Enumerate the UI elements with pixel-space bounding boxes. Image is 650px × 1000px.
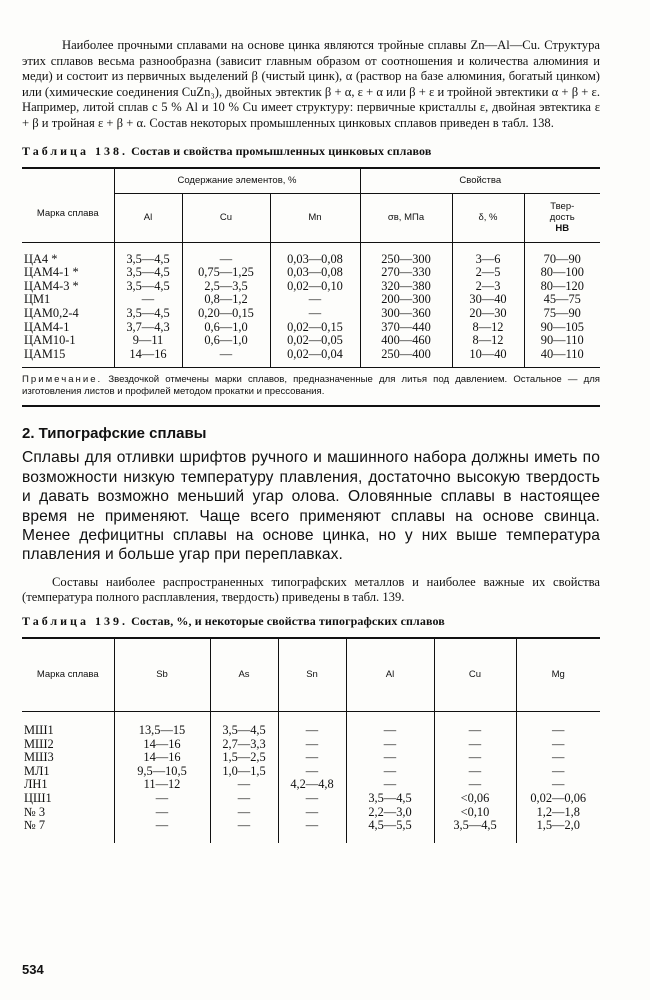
table139-col-cu: Cu: [434, 638, 516, 712]
t139-row: [22, 724, 600, 738]
t139-cell-as: —: [210, 819, 278, 833]
t138-cell-cu: 0,8—1,2: [182, 293, 270, 307]
t139-cell-mg: —: [516, 738, 600, 752]
t138-cell-hb: 70—90: [524, 253, 600, 267]
t139-row: [22, 765, 600, 779]
t138-row: [22, 334, 600, 348]
t138-cell-delta: 8—12: [452, 321, 524, 335]
t139-cell-sb: 14—16: [114, 738, 210, 752]
table-138: [22, 167, 600, 369]
t138-cell-al: 9—11: [114, 334, 182, 348]
table138-col-cu: Cu: [182, 193, 270, 242]
t138-cell-sigma: 370—440: [360, 321, 452, 335]
t138-row: [22, 266, 600, 280]
t138-row: [22, 293, 600, 307]
table138-caption-text: Состав и свойства промышленных цинковых сплавов: [131, 143, 432, 158]
t139-cell-sb: 11—12: [114, 778, 210, 792]
table139-col-mg: Mg: [516, 638, 600, 712]
intro-paragraph: Наиболее прочными сплавами на основе цинка являются тройные сплавы Zn—Al—Cu. Структура этих сплавов весьма разнообразна (зависит главным образом от соотношения и количества алюминия и меди) и состоит из первичных выделений β (чистый цинк), α (раствор на базе алюминия, богатый цинком) или (химические соединения CuZn₃), двойных эвтектик β + α, ε + α или β + ε и тройной эвтектики α + β + ε. Например, литой сплав с 5 % Al и 10 % Cu имеет структуру: первичные кристаллы ε, двойная эвтектика ε + β и тройная ε + β + α. Состав некоторых промышленных цинковых сплавов приведен в табл. 138.: [22, 38, 600, 130]
t139-cell-as: —: [210, 806, 278, 820]
t139-cell-mg: —: [516, 724, 600, 738]
t139-cell-al: 3,5—4,5: [346, 792, 434, 806]
t139-cell-grade: ЦШ1: [24, 790, 52, 805]
t139-cell-sn: —: [278, 751, 346, 765]
t139-row: [22, 819, 600, 833]
table138-col-hard1: Твер-: [550, 201, 575, 213]
t138-cell-delta: 20—30: [452, 307, 524, 321]
t138-cell-delta: 30—40: [452, 293, 524, 307]
t139-cell-mg: 1,2—1,8: [516, 806, 600, 820]
t139-cell-mg: —: [516, 778, 600, 792]
t138-cell-cu: 0,6—1,0: [182, 334, 270, 348]
t138-cell-mn: 0,02—0,04: [270, 348, 360, 362]
t139-cell-al: —: [346, 751, 434, 765]
t138-row: [22, 253, 600, 267]
t138-cell-hb: 90—105: [524, 321, 600, 335]
t138-cell-mn: 0,02—0,10: [270, 280, 360, 294]
table139-caption: [22, 614, 600, 629]
table-139: [22, 637, 600, 843]
t139-cell-cu: —: [434, 751, 516, 765]
table138-col-hard3: НВ: [555, 223, 570, 235]
t138-cell-mn: 0,02—0,05: [270, 334, 360, 348]
t138-cell-al: 3,5—4,5: [114, 266, 182, 280]
page: [22, 38, 600, 843]
t139-cell-as: 2,7—3,3: [210, 738, 278, 752]
t138-cell-al: 14—16: [114, 348, 182, 362]
t138-cell-sigma: 200—300: [360, 293, 452, 307]
t138-cell-al: 3,5—4,5: [114, 280, 182, 294]
t138-cell-delta: 10—40: [452, 348, 524, 362]
t138-cell-sigma: 250—300: [360, 253, 452, 267]
section-heading: 2. Типографские сплавы: [22, 425, 207, 443]
table138-col-sigma: σв, МПа: [360, 193, 452, 242]
t138-cell-al: 3,5—4,5: [114, 307, 182, 321]
t139-cell-grade: МШ1: [24, 722, 54, 737]
t139-cell-grade: МЛ1: [24, 763, 50, 778]
table138-col-al: Al: [114, 193, 182, 242]
t138-cell-cu: —: [182, 348, 270, 362]
t139-cell-cu: 3,5—4,5: [434, 819, 516, 833]
t139-cell-cu: <0,10: [434, 806, 516, 820]
t139-cell-al: —: [346, 738, 434, 752]
t139-cell-sn: —: [278, 738, 346, 752]
table138-header-props: Свойства: [360, 168, 600, 194]
t138-cell-mn: 0,02—0,15: [270, 321, 360, 335]
table139-col-al: Al: [346, 638, 434, 712]
t138-cell-cu: 2,5—3,5: [182, 280, 270, 294]
t139-cell-al: —: [346, 778, 434, 792]
t138-cell-sigma: 320—380: [360, 280, 452, 294]
t139-cell-as: 1,0—1,5: [210, 765, 278, 779]
t139-cell-sn: 4,2—4,8: [278, 778, 346, 792]
t138-cell-grade: ЦАМ10-1: [24, 333, 76, 348]
t138-row: [22, 321, 600, 335]
table138-col-delta: δ, %: [452, 193, 524, 242]
t139-cell-cu: <0,06: [434, 792, 516, 806]
t138-cell-hb: 80—100: [524, 266, 600, 280]
t138-cell-hb: 75—90: [524, 307, 600, 321]
t138-cell-mn: —: [270, 293, 360, 307]
t139-cell-as: 3,5—4,5: [210, 724, 278, 738]
t138-cell-hb: 90—110: [524, 334, 600, 348]
table138-col-mn: Mn: [270, 193, 360, 242]
t139-cell-mg: 1,5—2,0: [516, 819, 600, 833]
t138-cell-al: 3,5—4,5: [114, 253, 182, 267]
t139-cell-al: —: [346, 765, 434, 779]
t139-cell-grade: № 3: [24, 804, 46, 819]
t139-cell-sb: —: [114, 806, 210, 820]
t138-cell-delta: 2—3: [452, 280, 524, 294]
table138-header-grade: Марка сплава: [36, 208, 99, 220]
t138-cell-cu: 0,6—1,0: [182, 321, 270, 335]
t139-cell-grade: МШ3: [24, 750, 54, 765]
t138-cell-cu: —: [182, 253, 270, 267]
t138-cell-grade: ЦА4 *: [24, 251, 58, 266]
t138-cell-grade: ЦАМ4-1 *: [24, 265, 79, 280]
t139-cell-as: 1,5—2,5: [210, 751, 278, 765]
t138-row: [22, 280, 600, 294]
t139-cell-sb: —: [114, 792, 210, 806]
t138-cell-grade: ЦАМ15: [24, 346, 66, 361]
t138-cell-hb: 80—120: [524, 280, 600, 294]
t138-cell-mn: —: [270, 307, 360, 321]
table138-note: [22, 374, 600, 397]
t139-cell-cu: —: [434, 765, 516, 779]
t139-cell-sn: —: [278, 765, 346, 779]
t138-cell-grade: ЦАМ4-1: [24, 319, 70, 334]
table138-col-hardness: [524, 193, 600, 242]
t139-cell-as: —: [210, 792, 278, 806]
t138-cell-grade: ЦАМ4-3 *: [24, 278, 79, 293]
t139-cell-grade: № 7: [24, 818, 46, 833]
t138-cell-grade: ЦМ1: [24, 292, 51, 307]
table139-caption-lead: Таблица 139.: [22, 613, 128, 628]
t139-cell-al: —: [346, 724, 434, 738]
t138-cell-mn: 0,03—0,08: [270, 253, 360, 267]
t139-cell-sb: 14—16: [114, 751, 210, 765]
table138-header-content: Содержание элементов, %: [114, 168, 360, 194]
typographic-paragraph: Сплавы для отливки шрифтов ручного и машинного набора должны иметь по возможности низкую температуру плавления, достаточно высокую твердость и давать возможно меньший угар олова. Оловянные сплавы в настоящее время не применяют. Чаще всего применяют сплавы на основе свинца. Менее дефицитны сплавы на основе цинка, но у них выше температура плавления и больше угар при переплавках.: [22, 449, 600, 564]
t139-cell-cu: —: [434, 738, 516, 752]
t139-cell-sb: 9,5—10,5: [114, 765, 210, 779]
table138-note-text: Звездочкой отмечены марки сплавов, предназначенные для литья под давлением. Остальное — для изготовления листов и профилей методом прокатки и прессования.: [22, 374, 600, 397]
t138-cell-mn: 0,03—0,08: [270, 266, 360, 280]
section-divider: [22, 405, 600, 407]
t139-cell-sn: —: [278, 819, 346, 833]
table138-caption: [22, 144, 600, 159]
t138-cell-delta: 8—12: [452, 334, 524, 348]
table138-col-hard2: дость: [549, 212, 575, 224]
table139-col-as: As: [210, 638, 278, 712]
t138-cell-al: 3,7—4,3: [114, 321, 182, 335]
t138-cell-hb: 40—110: [524, 348, 600, 362]
table139-caption-text: Состав, %, и некоторые свойства типографских сплавов: [131, 613, 445, 628]
t138-cell-sigma: 250—400: [360, 348, 452, 362]
t138-row: [22, 307, 600, 321]
t139-cell-sb: —: [114, 819, 210, 833]
t139-cell-mg: 0,02—0,06: [516, 792, 600, 806]
table139-col-sb: Sb: [114, 638, 210, 712]
t139-cell-sb: 13,5—15: [114, 724, 210, 738]
t139-row: [22, 738, 600, 752]
table138-caption-lead: Таблица 138.: [22, 143, 128, 158]
t139-cell-grade: ЛН1: [24, 777, 48, 792]
table139-header-grade: Марка сплава: [36, 669, 99, 681]
t139-cell-mg: —: [516, 751, 600, 765]
t139-row: [22, 792, 600, 806]
t139-cell-sn: —: [278, 792, 346, 806]
t139-cell-al: 4,5—5,5: [346, 819, 434, 833]
t139-cell-sn: —: [278, 806, 346, 820]
t138-cell-al: —: [114, 293, 182, 307]
t139-row: [22, 751, 600, 765]
t139-row: [22, 806, 600, 820]
t138-row: [22, 348, 600, 362]
t139-cell-mg: —: [516, 765, 600, 779]
t138-cell-delta: 2—5: [452, 266, 524, 280]
t138-cell-delta: 3—6: [452, 253, 524, 267]
t138-cell-grade: ЦАМ0,2-4: [24, 305, 79, 320]
t139-cell-sn: —: [278, 724, 346, 738]
t138-cell-sigma: 300—360: [360, 307, 452, 321]
t139-cell-cu: —: [434, 724, 516, 738]
t139-cell-grade: МШ2: [24, 736, 54, 751]
t138-cell-cu: 0,75—1,25: [182, 266, 270, 280]
t139-cell-cu: —: [434, 778, 516, 792]
table139-body: [22, 724, 600, 833]
t138-cell-sigma: 400—460: [360, 334, 452, 348]
t138-cell-hb: 45—75: [524, 293, 600, 307]
t139-cell-al: 2,2—3,0: [346, 806, 434, 820]
table139-col-sn: Sn: [278, 638, 346, 712]
t138-cell-cu: 0,20—0,15: [182, 307, 270, 321]
composition-paragraph: Составы наиболее распространенных типографских металлов и наиболее важные их свойства (температура полного расплавления, твердость) приведены в табл. 139.: [22, 574, 600, 605]
t139-cell-as: —: [210, 778, 278, 792]
t138-cell-sigma: 270—330: [360, 266, 452, 280]
page-number: 534: [22, 962, 44, 977]
table138-note-lead: Примечание.: [22, 374, 103, 386]
t139-row: [22, 778, 600, 792]
table138-body: [22, 253, 600, 362]
